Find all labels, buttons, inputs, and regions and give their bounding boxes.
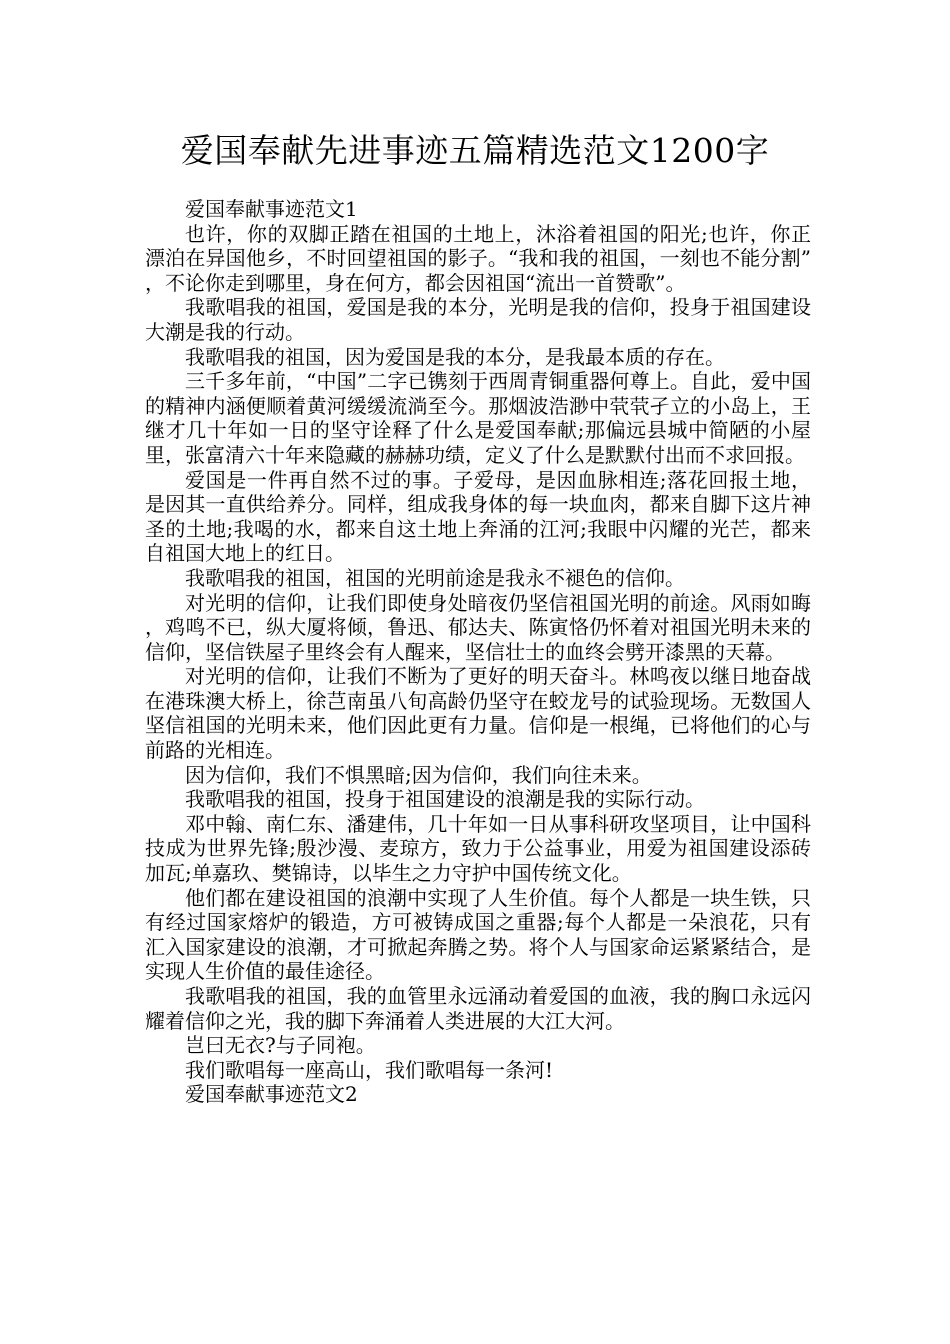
- document-title: 爱国奉献先进事迹五篇精选范文1200字: [180, 131, 770, 170]
- paragraph: 邓中翰、南仁东、潘建伟，几十年如一日从事科研攻坚项目，让中国科技成为世界先锋;殷沙漫、麦琼方，致力于公益事业，用爱为祖国建设添砖加瓦;单嘉玖、樊锦诗，以毕生之力守护中国传统文化。: [145, 811, 811, 886]
- paragraph: 我歌唱我的祖国，我的血管里永远涌动着爱国的血液，我的胸口永远闪耀着信仰之光，我的脚下奔涌着人类进展的大江大河。: [145, 984, 811, 1033]
- paragraph: 我歌唱我的祖国，祖国的光明前途是我永不褪色的信仰。: [185, 565, 685, 590]
- paragraph: 对光明的信仰，让我们即使身处暗夜仍坚信祖国光明的前途。风雨如晦，鸡鸣不已，纵大厦将倾，鲁迅、郁达夫、陈寅恪仍怀着对祖国光明未来的信仰，坚信铁屋子里终会有人醒来，坚信壮士的血终会劈开漆黑的天幕。: [145, 590, 811, 664]
- paragraph: 对光明的信仰，让我们不断为了更好的明天奋斗。林鸣夜以继日地奋战在港珠澳大桥上，徐芑南虽八旬高龄仍坚守在蛟龙号的试验现场。无数国人坚信祖国的光明未来，他们因此更有力量。信仰是一根绳，已将他们的心与前路的光相连。: [145, 664, 811, 763]
- paragraph: 我们歌唱每一座高山，我们歌唱每一条河!: [185, 1057, 554, 1082]
- paragraph: 三千多年前，“中国”二字已镌刻于西周青铜重器何尊上。自此，爱中国的精神内涵便顺着黄河缓缓流淌至今。那烟波浩渺中茕茕孑立的小岛上，王继才几十年如一日的坚守诠释了什么是爱国奉献;那偏远县城中简陋的小屋里，张富清六十年来隐藏的赫赫功绩，定义了什么是默默付出而不求回报。: [145, 369, 811, 467]
- paragraph: 因为信仰，我们不惧黑暗;因为信仰，我们向往未来。: [185, 762, 652, 787]
- paragraph: 也许，你的双脚正踏在祖国的土地上，沐浴着祖国的阳光;也许，你正漂泊在异国他乡，不时回望祖国的影子。“我和我的祖国，一刻也不能分割”，不论你走到哪里，身在何方，都会因祖国“流出一首赞歌”。: [145, 221, 811, 295]
- paragraph: 爱国是一件再自然不过的事。子爱母，是因血脉相连;落花回报土地，是因其一直供给养分。同样，组成我身体的每一块血肉，都来自脚下这片神圣的土地;我喝的水，都来自这土地上奔涌的江河;我眼中闪耀的光芒，都来自祖国大地上的红日。: [145, 467, 811, 566]
- paragraph: 他们都在建设祖国的浪潮中实现了人生价值。每个人都是一块生铁，只有经过国家熔炉的锻造，方可被铸成国之重器;每个人都是一朵浪花，只有汇入国家建设的浪潮，才可掀起奔腾之势。将个人与国家命运紧紧结合，是实现人生价值的最佳途径。: [145, 885, 811, 984]
- paragraph: 我歌唱我的祖国，爱国是我的本分，光明是我的信仰，投身于祖国建设大潮是我的行动。: [145, 295, 811, 344]
- document-body: [145, 197, 811, 1107]
- paragraph: 我歌唱我的祖国，因为爱国是我的本分，是我最本质的存在。: [185, 344, 725, 369]
- paragraph: 岂曰无衣?与子同袍。: [185, 1033, 376, 1058]
- section-heading: 爱国奉献事迹范文2: [185, 1082, 358, 1107]
- section-heading: 爱国奉献事迹范文1: [185, 197, 358, 221]
- paragraph: 我歌唱我的祖国，投身于祖国建设的浪潮是我的实际行动。: [185, 787, 705, 812]
